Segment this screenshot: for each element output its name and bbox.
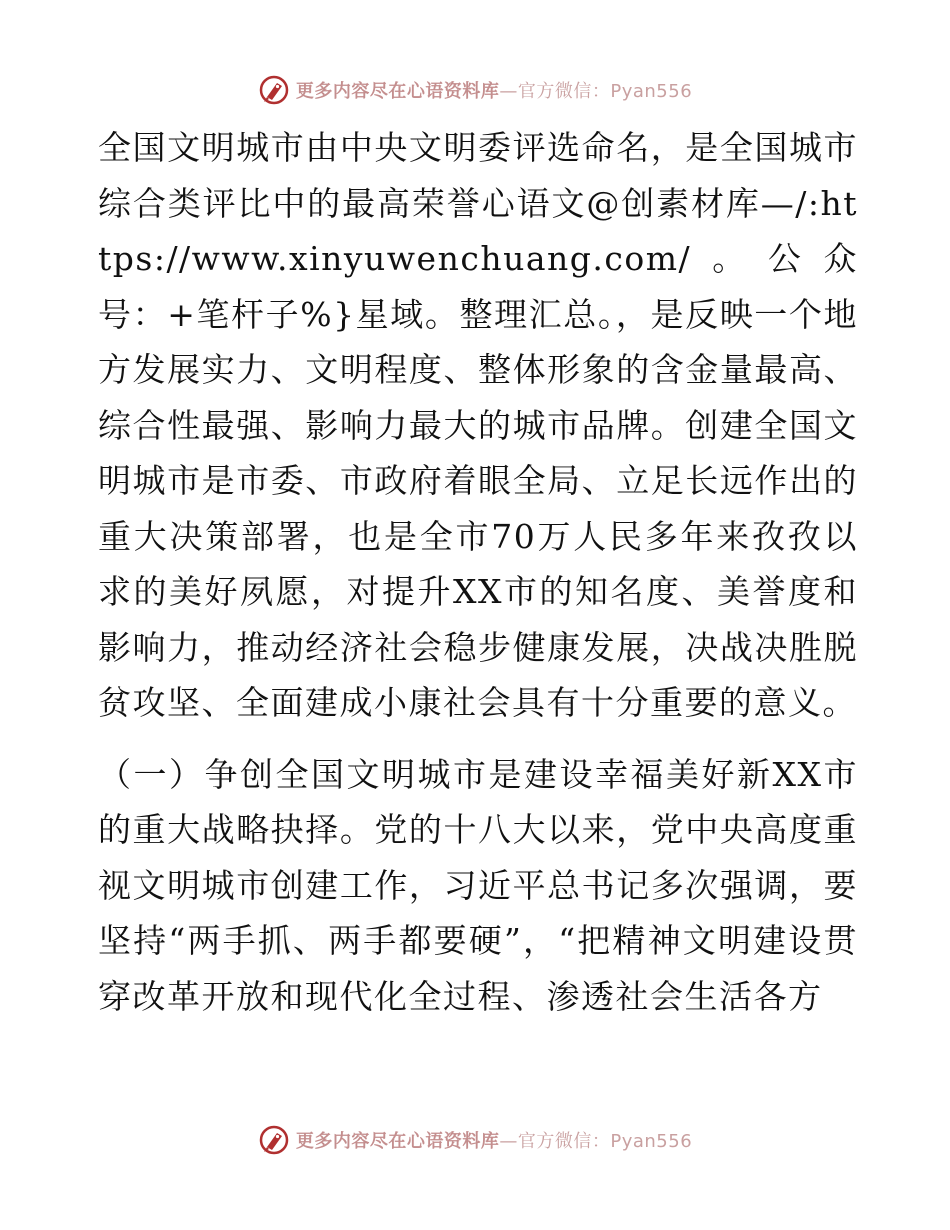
body-paragraph-1: 全国文明城市由中央文明委评选命名，是全国城市综合类评比中的最高荣誉心语文@创素材库—/:https://www.xinyuwenchuang.com/。公众号：+笔杆子%}星域。整理汇总。，是反映一个地方发展实力、文明程度、整体形象的含金量最高、综合性最强、影响力最大的城市品牌。创建全国文明城市是市委、市政府着眼全局、立足长远作出的重大决策部署，也是全市70万人民多年来孜孜以求的美好夙愿，对提升XX市的知名度、美誉度和影响力，推动经济社会稳步健康发展，决战决胜脱贫攻坚、全面建成小康社会具有十分重要的意义。: [98, 128, 858, 722]
header-wechat-id: Pyan556: [610, 81, 693, 102]
footer-separator: —: [499, 1131, 518, 1152]
body-paragraph-2: （一）争创全国文明城市是建设幸福美好新XX市的重大战略抉择。党的十八大以来，党中央高度重视文明城市创建工作，习近平总书记多次强调，要坚持“两手抓、两手都要硬”，“把精神文明建设贯穿改革开放和现代化全过程、渗透社会生活各方: [98, 754, 858, 1016]
footer-brand-text: [296, 1127, 692, 1153]
footer-watermark: [0, 1120, 950, 1160]
header-watermark: [0, 70, 950, 110]
footer-wechat-label: 官方微信：: [517, 1131, 611, 1152]
header-separator: —: [499, 81, 518, 102]
footer-wechat-id: Pyan556: [610, 1131, 693, 1152]
header-wechat-label: 官方微信：: [517, 81, 611, 102]
document-body: [98, 120, 858, 1024]
pen-nib-logo-icon: [258, 74, 290, 106]
pen-nib-logo-icon: [258, 1124, 290, 1156]
header-brand-text: [296, 77, 692, 103]
header-brand-name: 更多内容尽在心语资料库: [295, 81, 500, 102]
footer-brand-name: 更多内容尽在心语资料库: [295, 1131, 500, 1152]
